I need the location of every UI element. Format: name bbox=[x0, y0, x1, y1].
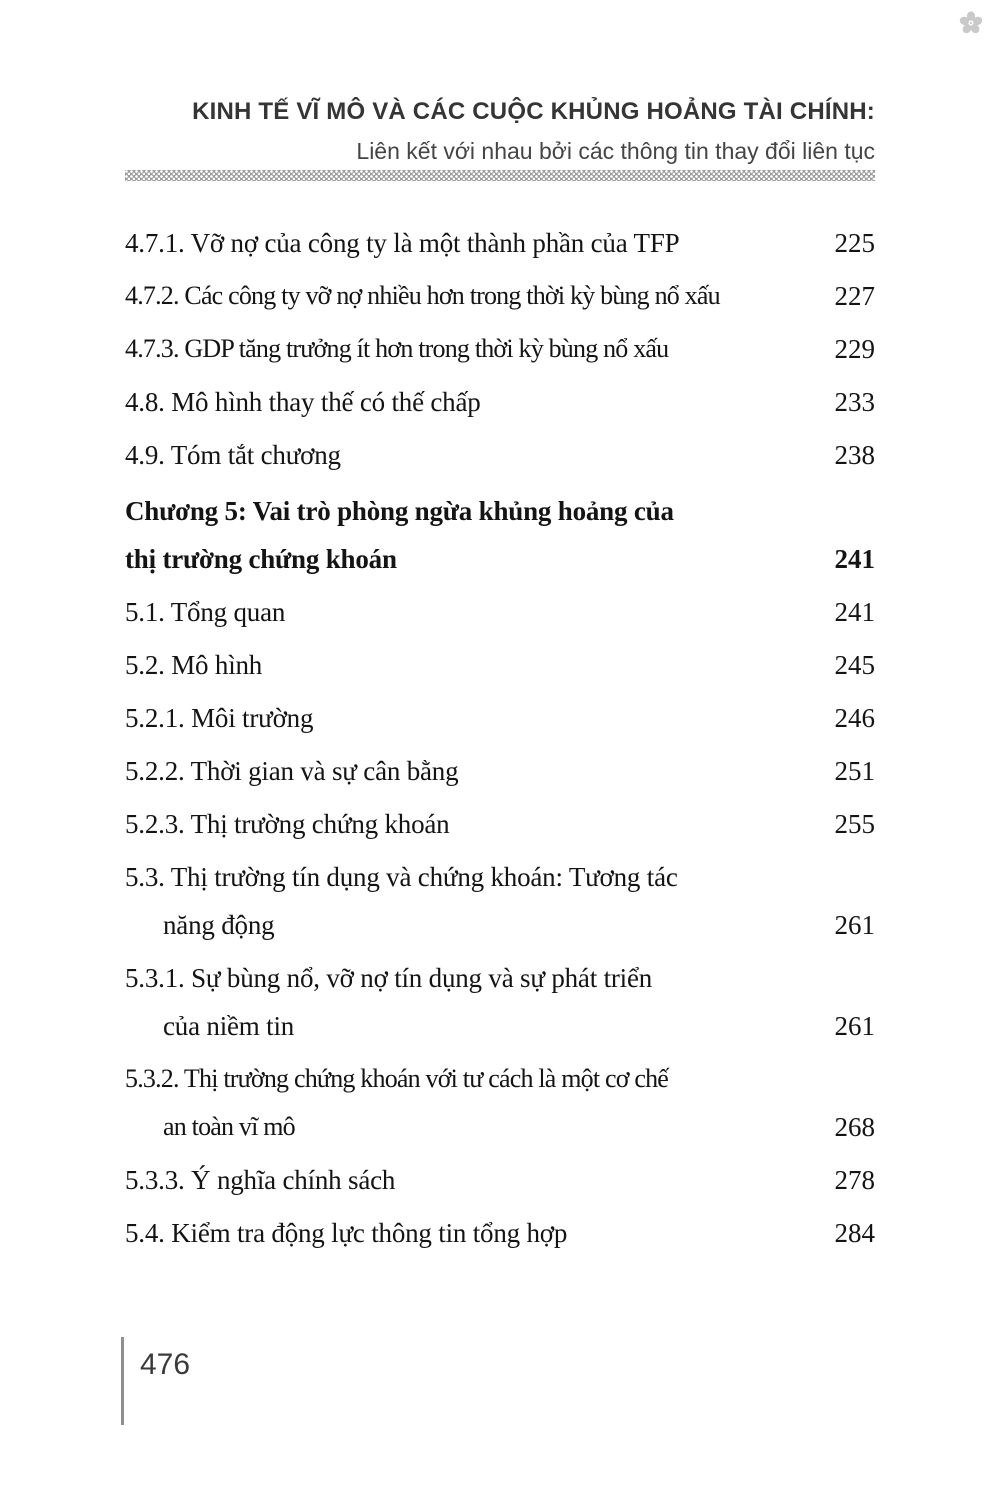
toc-entry-line: 4.7.3. GDP tăng trưởng ít hơn trong thời kỳ bùng nổ xấu bbox=[125, 334, 669, 363]
toc-entry-line: an toàn vĩ mô bbox=[163, 1112, 295, 1141]
book-subtitle: Liên kết với nhau bởi các thông tin thay đổi liên tục bbox=[356, 138, 875, 164]
toc-entry-title bbox=[125, 1055, 823, 1151]
toc-entry-line: 5.2.1. Môi trường bbox=[125, 703, 314, 733]
toc-entry-page-number: 227 bbox=[834, 281, 875, 311]
toc-entry bbox=[125, 272, 875, 320]
toc-entry-page-number: 261 bbox=[834, 910, 875, 940]
book-title: KINH TẾ VĨ MÔ VÀ CÁC CUỘC KHỦNG HOẢNG TÀI CHÍNH: bbox=[192, 98, 875, 125]
toc-entry bbox=[125, 325, 875, 373]
toc-entry-line: 5.3.2. Thị trường chứng khoán với tư cách là một cơ chế bbox=[125, 1064, 669, 1093]
page-number: 476 bbox=[140, 1348, 191, 1381]
toc-entry-page-number: 238 bbox=[834, 440, 875, 470]
toc-entry bbox=[125, 694, 875, 742]
toc-entry-title bbox=[125, 219, 823, 267]
toc-chapter-entry bbox=[125, 487, 875, 583]
toc-entry-line: 5.3.3. Ý nghĩa chính sách bbox=[125, 1165, 396, 1195]
toc-entry-title bbox=[125, 800, 823, 848]
toc-entry bbox=[125, 853, 875, 949]
running-header bbox=[125, 92, 875, 170]
toc-entry bbox=[125, 747, 875, 795]
toc-entry-page-number: 251 bbox=[834, 756, 875, 786]
toc-entry-title bbox=[125, 1156, 823, 1204]
toc-entry-title bbox=[125, 694, 823, 742]
footer-rule bbox=[121, 1337, 124, 1425]
toc-entry-page-number: 261 bbox=[834, 1011, 875, 1041]
toc-entry-page-number: 284 bbox=[834, 1218, 875, 1248]
toc-entry-title bbox=[125, 853, 823, 949]
toc-entry bbox=[125, 954, 875, 1050]
toc-entry-title bbox=[125, 487, 823, 583]
toc-entry bbox=[125, 378, 875, 426]
decorative-band bbox=[125, 170, 875, 181]
toc-entry-title bbox=[125, 378, 823, 426]
toc-entry-line: Chương 5: Vai trò phòng ngừa khủng hoảng của bbox=[125, 496, 674, 526]
toc-entry bbox=[125, 1209, 875, 1257]
toc-entry-page-number: 278 bbox=[834, 1165, 875, 1195]
toc-entry-line: 5.2.3. Thị trường chứng khoán bbox=[125, 809, 450, 839]
toc-entry-title bbox=[125, 954, 823, 1050]
toc-entry bbox=[125, 431, 875, 479]
table-of-contents bbox=[125, 219, 875, 1262]
toc-entry-title bbox=[125, 431, 823, 479]
toc-entry-page-number: 255 bbox=[834, 809, 875, 839]
toc-entry-line: năng động bbox=[163, 910, 275, 940]
toc-entry-title bbox=[125, 641, 823, 689]
flower-ornament-icon bbox=[958, 10, 984, 36]
toc-entry bbox=[125, 219, 875, 267]
toc-entry-page-number: 233 bbox=[834, 387, 875, 417]
toc-entry bbox=[125, 588, 875, 636]
toc-entry-page-number: 241 bbox=[834, 597, 875, 627]
toc-entry-line: 5.2. Mô hình bbox=[125, 650, 263, 680]
toc-entry-line: thị trường chứng khoán bbox=[125, 544, 397, 574]
toc-entry-title bbox=[125, 272, 823, 320]
toc-entry-page-number: 229 bbox=[834, 334, 875, 364]
toc-entry-page-number: 268 bbox=[834, 1112, 875, 1142]
toc-entry-title bbox=[125, 588, 823, 636]
toc-entry bbox=[125, 641, 875, 689]
toc-entry-page-number: 241 bbox=[834, 544, 875, 574]
toc-entry-line: 5.4. Kiểm tra động lực thông tin tổng hợp bbox=[125, 1218, 568, 1248]
toc-entry-line: 5.2.2. Thời gian và sự cân bằng bbox=[125, 756, 459, 786]
toc-entry-line: 5.3. Thị trường tín dụng và chứng khoán: Tương tác bbox=[125, 862, 678, 892]
toc-entry bbox=[125, 800, 875, 848]
toc-entry-page-number: 245 bbox=[834, 650, 875, 680]
toc-entry-line: 5.3.1. Sự bùng nổ, vỡ nợ tín dụng và sự phát triển bbox=[125, 963, 653, 993]
toc-entry-line: 4.8. Mô hình thay thế có thế chấp bbox=[125, 387, 481, 417]
toc-entry-line: 4.7.2. Các công ty vỡ nợ nhiều hơn trong thời kỳ bùng nổ xấu bbox=[125, 281, 720, 310]
toc-entry-line: 5.1. Tổng quan bbox=[125, 597, 286, 627]
toc-entry-title bbox=[125, 747, 823, 795]
toc-entry-line: 4.9. Tóm tắt chương bbox=[125, 440, 341, 470]
toc-entry-page-number: 246 bbox=[834, 703, 875, 733]
toc-entry-line: 4.7.1. Vỡ nợ của công ty là một thành phần của TFP bbox=[125, 228, 680, 258]
toc-entry bbox=[125, 1156, 875, 1204]
toc-entry bbox=[125, 1055, 875, 1151]
toc-entry-title bbox=[125, 325, 823, 373]
toc-entry-title bbox=[125, 1209, 823, 1257]
toc-entry-page-number: 225 bbox=[834, 228, 875, 258]
toc-entry-line: của niềm tin bbox=[163, 1011, 295, 1041]
